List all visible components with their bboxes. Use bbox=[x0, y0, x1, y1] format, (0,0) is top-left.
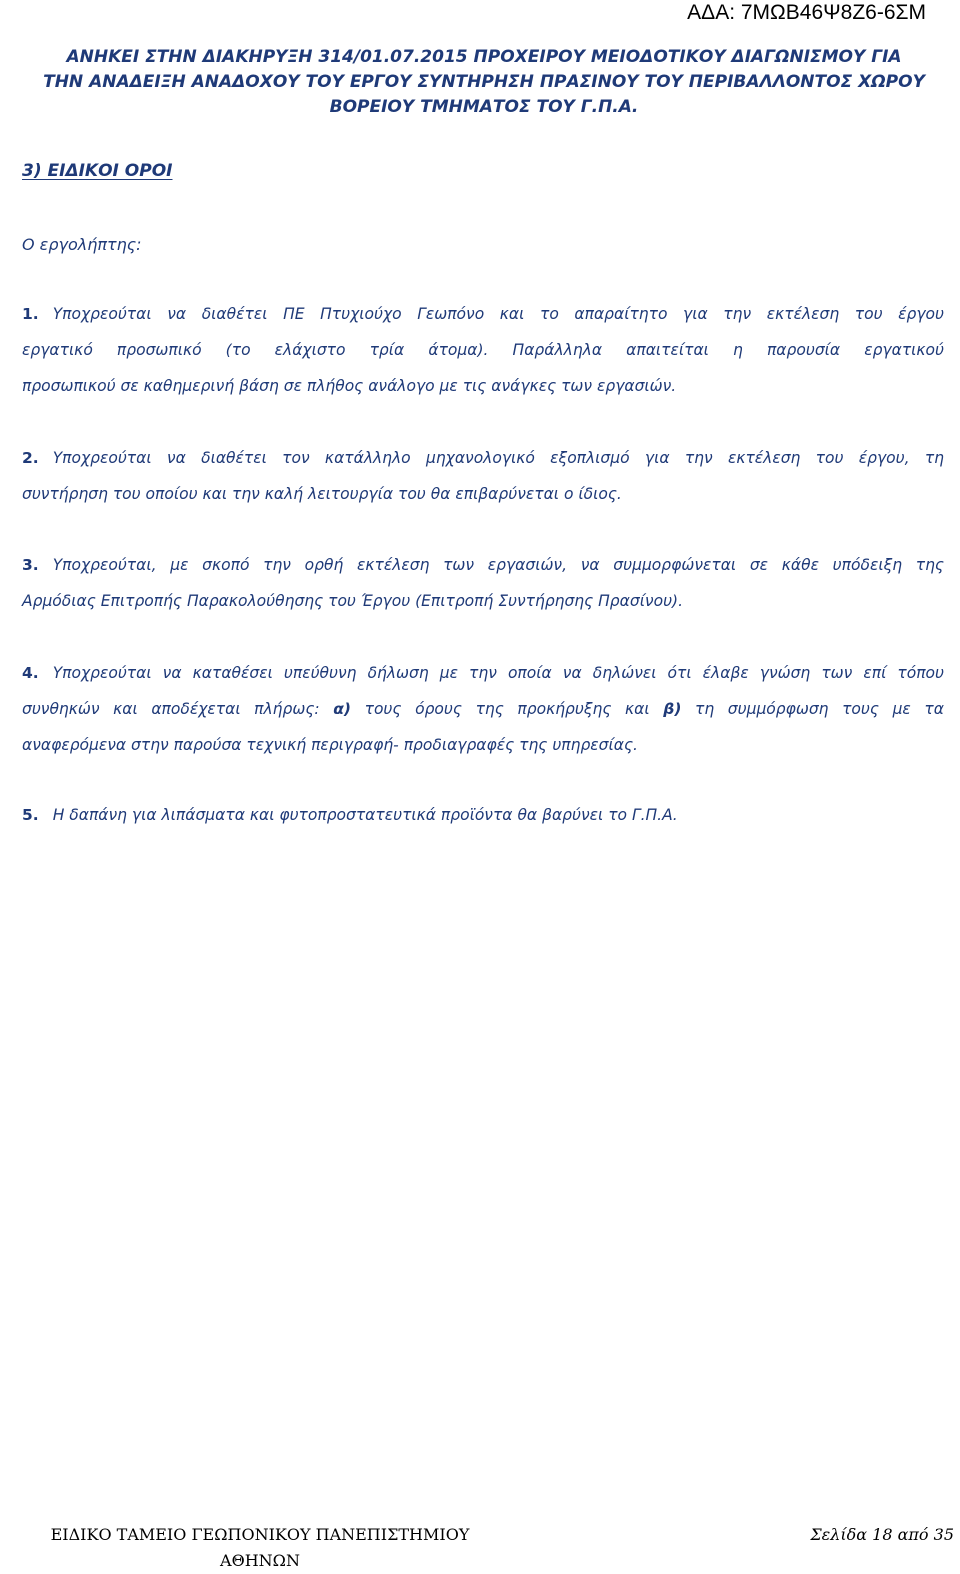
section-title: 3) ΕΙΔΙΚΟΙ ΟΡΟΙ bbox=[22, 161, 173, 181]
item-text: τη συμμόρφωση τους με τα bbox=[695, 700, 944, 718]
item-2-line-2: συντήρηση του οποίου και την καλή λειτουργία του θα επιβαρύνεται ο ίδιος. bbox=[22, 485, 622, 503]
header-line-2: ΤΗΝ ΑΝΑΔΕΙΞΗ ΑΝΑΔΟΧΟΥ ΤΟΥ ΕΡΓΟΥ ΣΥΝΤΗΡΗΣΗ ΠΡΑΣΙΝΟΥ ΤΟΥ ΠΕΡΙΒΑΛΛΟΝΤΟΣ ΧΩΡΟΥ bbox=[43, 72, 925, 92]
item-number: 4. bbox=[22, 664, 39, 682]
item-number: 5. bbox=[22, 806, 39, 824]
item-text: συνθηκών και αποδέχεται πλήρως: bbox=[22, 700, 320, 718]
page-number: Σελίδα 18 από 35 bbox=[810, 1525, 954, 1544]
item-4-line-2 bbox=[22, 691, 944, 727]
footer-organization bbox=[0, 1522, 520, 1574]
item-text: Υποχρεούται να διαθέτει τον κατάλληλο μηχανολογικό εξοπλισμό για την εκτέλεση του έργου, τη bbox=[52, 449, 944, 467]
item-4-line-1 bbox=[22, 655, 944, 691]
list-item-4 bbox=[22, 655, 944, 763]
footer-org-line-1: ΕΙΔΙΚΟ ΤΑΜΕΙΟ ΓΕΩΠΟΝΙΚΟΥ ΠΑΝΕΠΙΣΤΗΜΙΟΥ bbox=[50, 1525, 470, 1544]
ada-code: ΑΔΑ: 7ΜΩΒ46Ψ8Ζ6-6ΣΜ bbox=[687, 1, 926, 24]
item-1-line-1 bbox=[22, 296, 944, 332]
item-1-line-2: εργατικό προσωπικό (το ελάχιστο τρία άτομα). Παράλληλα απαιτείται η παρουσία εργατικού bbox=[22, 341, 944, 359]
item-3-line-1 bbox=[22, 547, 944, 583]
marker-a: α) bbox=[333, 700, 351, 718]
document-header bbox=[22, 45, 946, 120]
list-item-5 bbox=[22, 797, 944, 833]
item-text: τους όρους της προκήρυξης και bbox=[364, 700, 650, 718]
item-number: 3. bbox=[22, 556, 39, 574]
header-line-1: ΑΝΗΚΕΙ ΣΤΗΝ ΔΙΑΚΗΡΥΞΗ 314/01.07.2015 ΠΡΟΧΕΙΡΟΥ ΜΕΙΟΔΟΤΙΚΟΥ ΔΙΑΓΩΝΙΣΜΟΥ ΓΙΑ bbox=[66, 47, 902, 67]
list-item-1 bbox=[22, 296, 944, 404]
footer-org-line-2: ΑΘΗΝΩΝ bbox=[220, 1551, 300, 1570]
item-text: Η δαπάνη για λιπάσματα και φυτοπροστατευτικά προϊόντα θα βαρύνει το Γ.Π.Α. bbox=[52, 806, 678, 824]
item-number: 1. bbox=[22, 305, 39, 323]
item-5-line-1 bbox=[22, 797, 944, 833]
item-1-line-3: προσωπικού σε καθημερινή βάση σε πλήθος ανάλογο με τις ανάγκες των εργασιών. bbox=[22, 377, 677, 395]
item-2-line-1 bbox=[22, 440, 944, 476]
list-item-2 bbox=[22, 440, 944, 512]
item-number: 2. bbox=[22, 449, 39, 467]
item-text: Υποχρεούται να διαθέτει ΠΕ Πτυχιούχο Γεωπόνο και το απαραίτητο για την εκτέλεση του έργου bbox=[52, 305, 944, 323]
item-text: Υποχρεούται να καταθέσει υπεύθυνη δήλωση με την οποία να δηλώνει ότι έλαβε γνώση των επί τόπου bbox=[52, 664, 944, 682]
item-3-line-2: Αρμόδιας Επιτροπής Παρακολούθησης του Έργου (Επιτροπή Συντήρησης Πρασίνου). bbox=[22, 592, 684, 610]
header-line-3: ΒΟΡΕΙΟΥ ΤΜΗΜΑΤΟΣ ΤΟΥ Γ.Π.Α. bbox=[329, 97, 639, 117]
intro-text: Ο εργολήπτης: bbox=[22, 235, 142, 254]
marker-b: β) bbox=[663, 700, 682, 718]
list-item-3 bbox=[22, 547, 944, 619]
item-text: Υποχρεούται, με σκοπό την ορθή εκτέλεση των εργασιών, να συμμορφώνεται σε κάθε υπόδειξη της bbox=[52, 556, 944, 574]
item-4-line-3: αναφερόμενα στην παρούσα τεχνική περιγραφή- προδιαγραφές της υπηρεσίας. bbox=[22, 736, 638, 754]
